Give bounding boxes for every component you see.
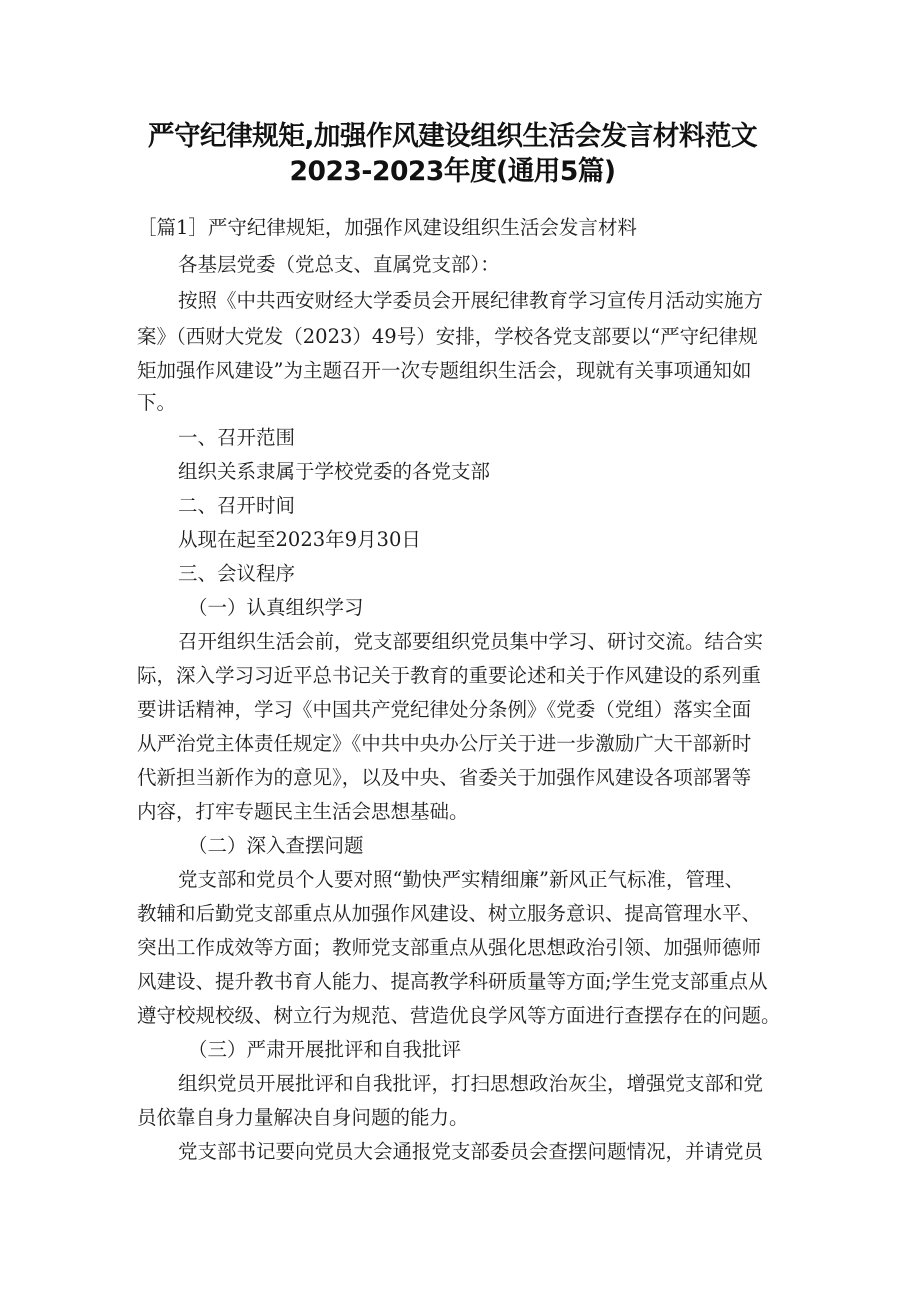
section-heading: 一、召开范围: [178, 426, 296, 449]
document-title-line-1: 严守纪律规矩,加强作风建设组织生活会发言材料范文: [147, 121, 758, 152]
paragraph-line: 际，深入学习习近平总书记关于教育的重要论述和关于作风建设的系列重: [137, 664, 762, 687]
paragraph-line: 组织关系隶属于学校党委的各党支部: [178, 460, 491, 483]
section-heading: 三、会议程序: [178, 562, 296, 585]
paragraph-line: 员依靠自身力量解决自身问题的能力。: [137, 1106, 469, 1129]
paragraph-line: 组织党员开展批评和自我批评，打扫思想政治灰尘，增强党支部和党: [178, 1072, 764, 1095]
paragraph-line: 要讲话精神，学习《中国共产党纪律处分条例》《党委（党组）落实全面: [137, 698, 752, 721]
section-heading-article-1: ［篇1］严守纪律规矩，加强作风建设组织生活会发言材料: [137, 216, 637, 239]
paragraph-line: 党支部和党员个人要对照“勤快严实精细廉”新风正气标准，管理、: [178, 868, 744, 891]
paragraph-line: 下。: [137, 391, 177, 414]
section-heading: 二、召开时间: [178, 494, 296, 517]
paragraph-line: 案》（西财大党发（2023）49号）安排，学校各党支部要以“严守纪律规: [137, 325, 758, 348]
paragraph-line: 代新担当新作为的意见》，以及中央、省委关于加强作风建设各项部署等: [137, 766, 752, 789]
paragraph-line: 从严治党主体责任规定》《中共中央办公厅关于进一步激励广大干部新时: [137, 732, 752, 755]
paragraph-line: 召开组织生活会前，党支部要组织党员集中学习、研讨交流。结合实: [178, 630, 764, 653]
paragraph-line: 按照《中共西安财经大学委员会开展纪律教育学习宣传月活动实施方: [178, 289, 764, 312]
paragraph-line: 突出工作成效等方面；教师党支部重点从强化思想政治引领、加强师德师: [137, 936, 762, 959]
subsection-heading: （三）严肃开展批评和自我批评: [188, 1038, 462, 1061]
addressee-line: 各基层党委（党总支、直属党支部）：: [178, 253, 500, 276]
document-title-line-2: 2023-2023年度(通用5篇): [289, 156, 616, 187]
paragraph-line: 教辅和后勤党支部重点从加强作风建设、树立服务意识、提高管理水平、: [137, 902, 762, 925]
paragraph-line: 遵守校规校级、树立行为规范、营造优良学风等方面进行查摆存在的问题。: [137, 1004, 781, 1027]
subsection-heading: （二）深入查摆问题: [188, 834, 364, 857]
paragraph-line: 内容，打牢专题民主生活会思想基础。: [137, 800, 469, 823]
subsection-heading: （一）认真组织学习: [188, 596, 364, 619]
paragraph-line: 党支部书记要向党员大会通报党支部委员会查摆问题情况，并请党员: [178, 1140, 764, 1163]
paragraph-line: 矩加强作风建设”为主题召开一次专题组织生活会，现就有关事项通知如: [137, 359, 752, 382]
paragraph-line: 风建设、提升教书育人能力、提高教学科研质量等方面;学生党支部重点从: [137, 970, 768, 993]
paragraph-line: 从现在起至2023年9月30日: [178, 528, 421, 551]
